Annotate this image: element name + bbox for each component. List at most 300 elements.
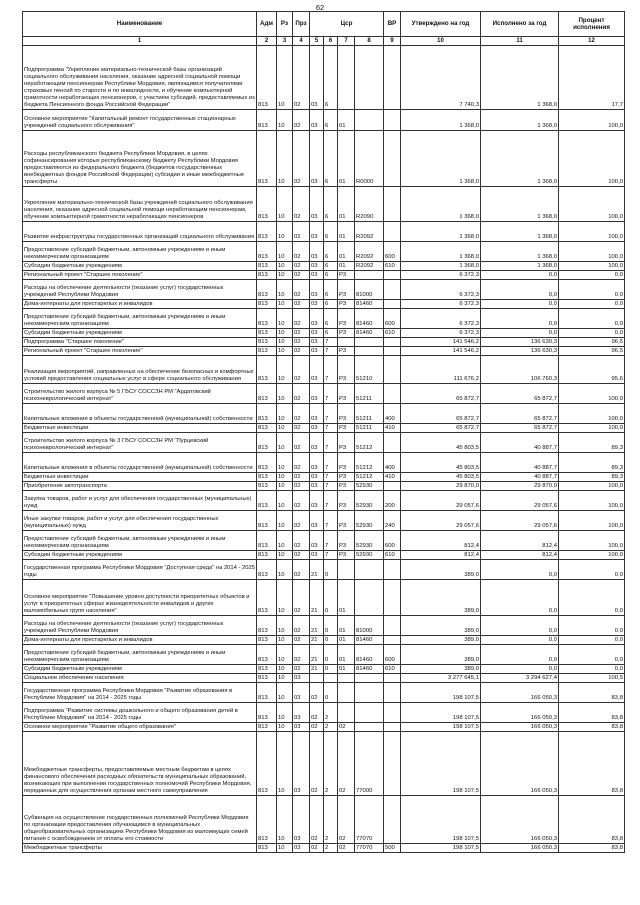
executed-value: 0,0 <box>481 280 559 300</box>
executed-value: 106 760,3 <box>481 356 559 384</box>
vr-code <box>384 560 401 580</box>
csr-part-3: P3 <box>338 404 355 424</box>
csr-part-2: 6 <box>324 262 338 271</box>
csr-part-2: 7 <box>324 511 338 531</box>
rz-code: 10 <box>277 796 293 844</box>
row-name: Субсидии бюджетным учреждениям <box>23 665 257 674</box>
table-row <box>23 347 625 356</box>
row-name: Субсидии бюджетным учреждениям <box>23 551 257 560</box>
prz-code: 02 <box>293 110 310 131</box>
row-name: Строительство жилого корпуса № 3 ГБСУ СОССЗН РМ "Пурцевский психоневрологический интернат" <box>23 433 257 453</box>
rz-code: 10 <box>277 433 293 453</box>
percent-value: 83,8 <box>559 796 625 844</box>
csr-part-3: P3 <box>338 491 355 511</box>
rz-code: 10 <box>277 732 293 796</box>
csr-part-4: R0000 <box>355 131 384 187</box>
row-name: Реализация мероприятий, направленных на обеспечение безопасных и комфортных условий предоставления социальных услуг в сфере социального обслуживания <box>23 356 257 384</box>
csr-part-3: P3 <box>338 531 355 551</box>
adm-code: 813 <box>257 384 277 404</box>
approved-value: 1 368,0 <box>401 242 481 262</box>
csr-part-3: 01 <box>338 616 355 636</box>
percent-value: 83,8 <box>559 703 625 723</box>
approved-value: 141 546,2 <box>401 347 481 356</box>
vr-code <box>384 280 401 300</box>
rz-code: 10 <box>277 338 293 347</box>
csr-part-1: 03 <box>310 131 324 187</box>
executed-value: 0,0 <box>481 300 559 309</box>
csr-part-2: 6 <box>324 242 338 262</box>
prz-code: 02 <box>293 453 310 473</box>
executed-value: 166 050,3 <box>481 723 559 732</box>
prz-code: 02 <box>293 511 310 531</box>
row-name: Региональный проект "Старшее поколение" <box>23 271 257 280</box>
executed-value: 65 872,7 <box>481 384 559 404</box>
table-row <box>23 732 625 796</box>
adm-code: 813 <box>257 424 277 433</box>
approved-value: 45 803,5 <box>401 473 481 482</box>
adm-code: 813 <box>257 732 277 796</box>
approved-value: 198 107,5 <box>401 732 481 796</box>
header-vr: ВР <box>384 12 401 37</box>
table-row <box>23 531 625 551</box>
percent-value: 0,0 <box>559 280 625 300</box>
csr-part-1: 03 <box>310 404 324 424</box>
header-executed: Исполнено за год <box>481 12 559 37</box>
budget-execution-table <box>22 11 625 853</box>
approved-value: 1 368,0 <box>401 187 481 222</box>
vr-code: 400 <box>384 404 401 424</box>
csr-part-1: 03 <box>310 424 324 433</box>
adm-code: 813 <box>257 338 277 347</box>
approved-value: 111 676,2 <box>401 356 481 384</box>
csr-part-4: 51212 <box>355 453 384 473</box>
vr-code: 410 <box>384 473 401 482</box>
csr-part-3: P3 <box>338 453 355 473</box>
csr-part-3: 01 <box>338 110 355 131</box>
csr-part-4: 81000 <box>355 280 384 300</box>
adm-code: 813 <box>257 560 277 580</box>
csr-part-4: 77000 <box>355 732 384 796</box>
percent-value: 0,0 <box>559 329 625 338</box>
adm-code: 813 <box>257 262 277 271</box>
percent-value: 100,5 <box>559 674 625 683</box>
prz-code: 03 <box>293 732 310 796</box>
adm-code: 813 <box>257 723 277 732</box>
vr-code <box>384 703 401 723</box>
row-name: Субвенция на осуществление государственных полномочий Республики Мордовия по организации предоставления обучающимся в муниципальных общеобразовательных организациях Республики Мордовия из малоимущих семей питания с освобождением от оплаты его стоимости <box>23 796 257 844</box>
executed-value: 3 294 627,4 <box>481 674 559 683</box>
vr-code <box>384 187 401 222</box>
prz-code: 02 <box>293 309 310 329</box>
approved-value: 65 872,7 <box>401 424 481 433</box>
executed-value: 0,0 <box>481 645 559 665</box>
rz-code: 10 <box>277 356 293 384</box>
adm-code: 813 <box>257 271 277 280</box>
row-name: Основное мероприятие "Повышение уровня доступности приоритетных объектов и услуг в приоритетных сферах жизнедеятельности инвалидов и других маломобильных групп населения" <box>23 580 257 616</box>
csr-part-4: 52930 <box>355 551 384 560</box>
csr-part-2: 2 <box>324 723 338 732</box>
rz-code: 10 <box>277 280 293 300</box>
csr-part-4: 77070 <box>355 844 384 853</box>
approved-value: 812,4 <box>401 531 481 551</box>
table-row <box>23 551 625 560</box>
row-name: Субсидии бюджетным учреждениям <box>23 329 257 338</box>
approved-value: 1 368,0 <box>401 262 481 271</box>
table-row <box>23 645 625 665</box>
table-row <box>23 404 625 424</box>
table-row <box>23 844 625 853</box>
csr-part-4 <box>355 338 384 347</box>
row-name: Социальное обеспечение населения <box>23 674 257 683</box>
column-index-row <box>23 37 625 46</box>
csr-part-4 <box>355 703 384 723</box>
csr-part-4: R2092 <box>355 262 384 271</box>
vr-code: 600 <box>384 645 401 665</box>
csr-part-2: 7 <box>324 433 338 453</box>
table-row <box>23 580 625 616</box>
row-name: Расходы на обеспечение деятельности (оказание услуг) государственных учреждений Республики Мордовия <box>23 280 257 300</box>
csr-part-2: 6 <box>324 280 338 300</box>
header-approved: Утверждено на год <box>401 12 481 37</box>
percent-value: 83,8 <box>559 723 625 732</box>
rz-code: 10 <box>277 531 293 551</box>
percent-value: 100,0 <box>559 511 625 531</box>
percent-value: 100,0 <box>559 482 625 491</box>
prz-code: 02 <box>293 433 310 453</box>
prz-code: 02 <box>293 551 310 560</box>
vr-code <box>384 732 401 796</box>
csr-part-3 <box>338 560 355 580</box>
rz-code: 10 <box>277 110 293 131</box>
prz-code: 02 <box>293 580 310 616</box>
prz-code: 02 <box>293 280 310 300</box>
vr-code: 600 <box>384 242 401 262</box>
adm-code: 813 <box>257 616 277 636</box>
csr-part-4: 51211 <box>355 424 384 433</box>
row-name: Предоставление субсидий бюджетным, автономным учреждениям и иным некоммерческим организациям <box>23 309 257 329</box>
csr-part-2: 7 <box>324 384 338 404</box>
prz-code: 02 <box>293 329 310 338</box>
row-name: Подпрограмма "Старшее поколение" <box>23 338 257 347</box>
csr-part-1: 03 <box>310 356 324 384</box>
executed-value: 0,0 <box>481 560 559 580</box>
adm-code: 813 <box>257 645 277 665</box>
percent-value: 100,0 <box>559 187 625 222</box>
csr-part-2: 7 <box>324 356 338 384</box>
csr-part-4: 81460 <box>355 645 384 665</box>
csr-part-4: R2092 <box>355 242 384 262</box>
prz-code: 03 <box>293 683 310 703</box>
percent-value: 96,5 <box>559 338 625 347</box>
executed-value: 0,0 <box>481 665 559 674</box>
csr-part-4: 51211 <box>355 384 384 404</box>
adm-code: 813 <box>257 433 277 453</box>
csr-part-2: 6 <box>324 329 338 338</box>
csr-part-4: 52930 <box>355 491 384 511</box>
percent-value: 0,0 <box>559 560 625 580</box>
csr-part-3: 02 <box>338 723 355 732</box>
csr-part-1: 03 <box>310 300 324 309</box>
row-name: Субсидии бюджетным учреждениям <box>23 262 257 271</box>
rz-code: 10 <box>277 844 293 853</box>
adm-code: 813 <box>257 491 277 511</box>
approved-value: 29 057,6 <box>401 511 481 531</box>
table-row <box>23 433 625 453</box>
csr-part-4 <box>355 580 384 616</box>
prz-code: 02 <box>293 645 310 665</box>
csr-part-3: P3 <box>338 356 355 384</box>
csr-part-2: 0 <box>324 580 338 616</box>
percent-value: 0,0 <box>559 309 625 329</box>
percent-value: 100,0 <box>559 110 625 131</box>
rz-code: 10 <box>277 511 293 531</box>
col-index: 8 <box>355 37 384 46</box>
rz-code: 10 <box>277 242 293 262</box>
csr-part-3 <box>338 703 355 723</box>
csr-part-1: 03 <box>310 551 324 560</box>
rz-code: 10 <box>277 222 293 242</box>
table-row <box>23 424 625 433</box>
prz-code: 02 <box>293 616 310 636</box>
vr-code: 610 <box>384 665 401 674</box>
col-index: 12 <box>559 37 625 46</box>
col-index: 3 <box>277 37 293 46</box>
csr-part-1: 02 <box>310 723 324 732</box>
csr-part-1: 03 <box>310 338 324 347</box>
prz-code: 02 <box>293 347 310 356</box>
percent-value: 100,0 <box>559 242 625 262</box>
csr-part-1: 21 <box>310 616 324 636</box>
csr-part-4: R2092 <box>355 222 384 242</box>
row-name: Закупка товаров, работ и услуг для обеспечения государственных (муниципальных) нужд <box>23 491 257 511</box>
row-name: Предоставление субсидий бюджетным, автономным учреждениям и иным некоммерческим организациям <box>23 645 257 665</box>
vr-code: 200 <box>384 491 401 511</box>
header-prz: Прз <box>293 12 310 37</box>
vr-code <box>384 356 401 384</box>
vr-code <box>384 300 401 309</box>
percent-value: 100,0 <box>559 531 625 551</box>
vr-code <box>384 636 401 645</box>
csr-part-1: 03 <box>310 222 324 242</box>
csr-part-2: 0 <box>324 683 338 703</box>
csr-part-1: 21 <box>310 560 324 580</box>
rz-code: 10 <box>277 636 293 645</box>
csr-part-3 <box>338 674 355 683</box>
csr-part-2: 7 <box>324 424 338 433</box>
csr-part-3: P3 <box>338 347 355 356</box>
vr-code <box>384 482 401 491</box>
percent-value: 83,8 <box>559 732 625 796</box>
percent-value: 100,0 <box>559 262 625 271</box>
csr-part-1: 03 <box>310 347 324 356</box>
approved-value: 65 872,7 <box>401 404 481 424</box>
percent-value: 83,8 <box>559 683 625 703</box>
executed-value: 29 870,0 <box>481 482 559 491</box>
executed-value: 812,4 <box>481 531 559 551</box>
percent-value: 89,3 <box>559 433 625 453</box>
row-name: Дома-интернаты для престарелых и инвалидов <box>23 300 257 309</box>
adm-code: 813 <box>257 844 277 853</box>
percent-value: 100,0 <box>559 404 625 424</box>
table-row <box>23 491 625 511</box>
row-name: Расходы республиканского бюджета Республики Мордовия, в целях софинансирования которых республиканскому бюджету Республики Мордовия предоставляются из федерального бюджета (бюджетов государственных внебюджетных фондов Российской Федерации) субсидии и иные межбюджетные трансферты <box>23 131 257 187</box>
percent-value: 96,5 <box>559 347 625 356</box>
adm-code: 813 <box>257 356 277 384</box>
executed-value: 136 630,3 <box>481 338 559 347</box>
rz-code: 10 <box>277 309 293 329</box>
vr-code <box>384 580 401 616</box>
csr-part-2: 0 <box>324 645 338 665</box>
percent-value: 89,3 <box>559 453 625 473</box>
csr-part-1: 03 <box>310 242 324 262</box>
approved-value: 141 546,2 <box>401 338 481 347</box>
csr-part-4: 51212 <box>355 433 384 453</box>
csr-part-1: 03 <box>310 453 324 473</box>
adm-code: 813 <box>257 404 277 424</box>
csr-part-2: 6 <box>324 110 338 131</box>
adm-code: 813 <box>257 796 277 844</box>
adm-code: 813 <box>257 222 277 242</box>
vr-code <box>384 131 401 187</box>
approved-value: 1 368,0 <box>401 131 481 187</box>
table-row <box>23 636 625 645</box>
approved-value: 389,0 <box>401 645 481 665</box>
executed-value: 1 368,0 <box>481 222 559 242</box>
rz-code: 10 <box>277 723 293 732</box>
csr-part-4 <box>355 110 384 131</box>
rz-code: 10 <box>277 665 293 674</box>
csr-part-3: P3 <box>338 300 355 309</box>
row-name: Бюджетные инвестиции <box>23 473 257 482</box>
prz-code: 03 <box>293 796 310 844</box>
col-index: 6 <box>324 37 338 46</box>
adm-code: 813 <box>257 551 277 560</box>
col-index: 9 <box>384 37 401 46</box>
approved-value: 6 372,3 <box>401 280 481 300</box>
table-row <box>23 222 625 242</box>
executed-value: 40 887,7 <box>481 433 559 453</box>
executed-value: 29 057,6 <box>481 491 559 511</box>
csr-part-4: 81460 <box>355 300 384 309</box>
table-row <box>23 683 625 703</box>
vr-code <box>384 674 401 683</box>
approved-value: 6 372,3 <box>401 309 481 329</box>
rz-code: 10 <box>277 616 293 636</box>
csr-part-2: 6 <box>324 46 338 110</box>
adm-code: 813 <box>257 110 277 131</box>
percent-value: 100,0 <box>559 424 625 433</box>
prz-code: 03 <box>293 844 310 853</box>
executed-value: 1 368,0 <box>481 46 559 110</box>
rz-code: 10 <box>277 46 293 110</box>
percent-value: 100,0 <box>559 384 625 404</box>
adm-code: 813 <box>257 131 277 187</box>
csr-part-2: 0 <box>324 665 338 674</box>
vr-code <box>384 384 401 404</box>
csr-part-2: 6 <box>324 309 338 329</box>
csr-part-3: P3 <box>338 329 355 338</box>
csr-part-1: 03 <box>310 511 324 531</box>
csr-part-3: P3 <box>338 511 355 531</box>
csr-part-2: 2 <box>324 703 338 723</box>
csr-part-2: 7 <box>324 473 338 482</box>
row-name: Иные закупки товаров, работ и услуг для обеспечения государственных (муниципальных) нужд <box>23 511 257 531</box>
approved-value: 29 870,0 <box>401 482 481 491</box>
prz-code: 02 <box>293 665 310 674</box>
row-name: Государственная программа Республики Мордовия "Развитие образования в Республике Мордовия" на 2014 - 2025 годы <box>23 683 257 703</box>
executed-value: 1 368,0 <box>481 187 559 222</box>
vr-code <box>384 796 401 844</box>
rz-code: 10 <box>277 560 293 580</box>
rz-code: 10 <box>277 551 293 560</box>
csr-part-2: 7 <box>324 482 338 491</box>
percent-value: 17,7 <box>559 46 625 110</box>
executed-value: 166 050,3 <box>481 844 559 853</box>
row-name: Предоставление субсидий бюджетным, автономным учреждениям и иным некоммерческим организациям <box>23 531 257 551</box>
prz-code: 02 <box>293 187 310 222</box>
approved-value: 812,4 <box>401 551 481 560</box>
csr-part-2: 7 <box>324 491 338 511</box>
approved-value: 45 803,5 <box>401 453 481 473</box>
csr-part-4: 81000 <box>355 616 384 636</box>
approved-value: 198 107,5 <box>401 844 481 853</box>
csr-part-2: 2 <box>324 732 338 796</box>
vr-code <box>384 616 401 636</box>
approved-value: 6 372,3 <box>401 300 481 309</box>
csr-part-2: 6 <box>324 300 338 309</box>
percent-value: 100,0 <box>559 491 625 511</box>
table-row <box>23 665 625 674</box>
rz-code: 10 <box>277 404 293 424</box>
table-row <box>23 616 625 636</box>
csr-part-1: 03 <box>310 280 324 300</box>
rz-code: 10 <box>277 300 293 309</box>
vr-code <box>384 723 401 732</box>
csr-part-1: 21 <box>310 636 324 645</box>
csr-part-3: 02 <box>338 844 355 853</box>
prz-code: 02 <box>293 384 310 404</box>
prz-code: 02 <box>293 491 310 511</box>
row-name: Капитальные вложения в объекты государственной (муниципальной) собственности <box>23 453 257 473</box>
prz-code: 02 <box>293 338 310 347</box>
adm-code: 813 <box>257 531 277 551</box>
csr-part-2: 7 <box>324 531 338 551</box>
vr-code <box>384 271 401 280</box>
approved-value: 198 107,5 <box>401 683 481 703</box>
adm-code: 813 <box>257 347 277 356</box>
table-row <box>23 187 625 222</box>
vr-code <box>384 433 401 453</box>
row-name: Капитальные вложения в объекты государственной (муниципальной) собственности <box>23 404 257 424</box>
adm-code: 813 <box>257 473 277 482</box>
executed-value: 1 368,0 <box>481 131 559 187</box>
table-row <box>23 453 625 473</box>
prz-code: 02 <box>293 271 310 280</box>
csr-part-1: 03 <box>310 433 324 453</box>
row-name: Основное мероприятие "Капитальный ремонт государственных стационарных учреждений социального обслуживания" <box>23 110 257 131</box>
header-percent: Процент исполнения <box>559 12 625 37</box>
csr-part-3: 01 <box>338 580 355 616</box>
csr-part-3: P3 <box>338 424 355 433</box>
prz-code: 02 <box>293 356 310 384</box>
adm-code: 813 <box>257 511 277 531</box>
prz-code: 02 <box>293 404 310 424</box>
csr-part-1: 03 <box>310 46 324 110</box>
percent-value: 0,0 <box>559 665 625 674</box>
prz-code: 02 <box>293 560 310 580</box>
adm-code: 813 <box>257 187 277 222</box>
csr-part-4: 51210 <box>355 356 384 384</box>
